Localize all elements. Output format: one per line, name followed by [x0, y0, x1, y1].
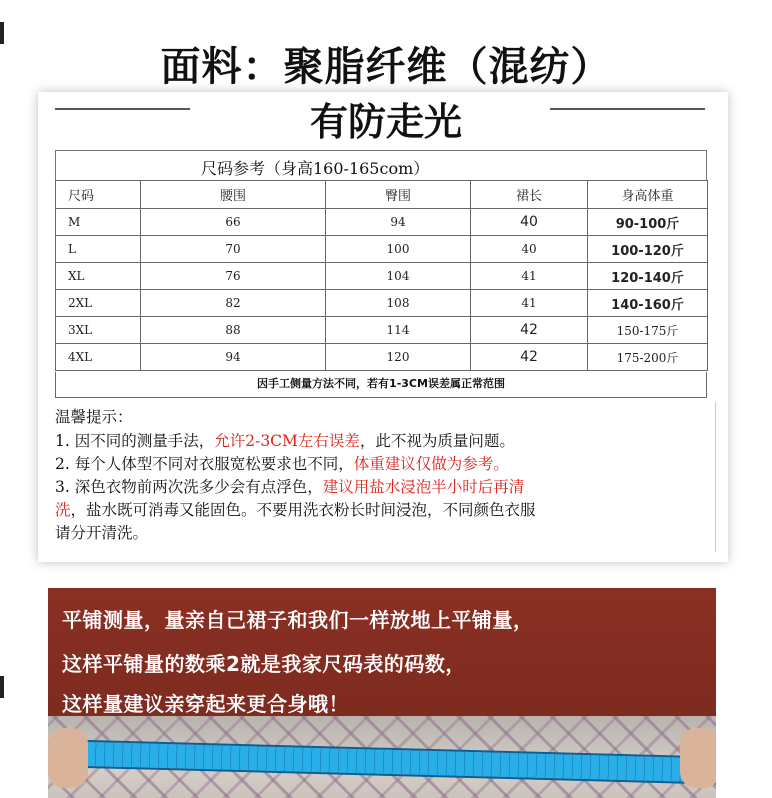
- length-cell: 42: [471, 344, 588, 371]
- size-table-footnote: 因手工侧量方法不同，若有1-3CM误差属正常范围: [55, 372, 707, 398]
- height-weight-cell: 140-160斤: [588, 290, 708, 317]
- tip-text: ，盐水既可消毒又能固色。不要用洗衣粉长时间浸泡，不同颜色衣服: [70, 501, 536, 519]
- waist-cell: 94: [141, 344, 326, 371]
- length-cell: 41: [471, 263, 588, 290]
- tip-line-5: 请分开清洗。: [55, 524, 149, 542]
- measure-instruction-panel: [48, 588, 716, 798]
- height-weight-cell: 100-120斤: [588, 236, 708, 263]
- tip-highlight: 允许2-3CM左右误差: [214, 432, 360, 450]
- hip-cell: 94: [326, 209, 471, 236]
- tip-line-3: [55, 476, 524, 498]
- tips-heading: 温馨提示：: [55, 408, 133, 426]
- hip-cell: 108: [326, 290, 471, 317]
- feature-title: 有防走光: [309, 100, 462, 144]
- tip-line-2: [55, 453, 509, 475]
- measure-line-1: 平铺测量，量亲自己裙子和我们一样放地上平铺量，: [62, 608, 534, 632]
- length-cell: 42: [471, 317, 588, 344]
- length-cell: 41: [471, 290, 588, 317]
- tips-section: [55, 402, 716, 552]
- fabric-title: 面料：聚脂纤维（混纺）: [160, 44, 612, 90]
- col-header: 臀围: [326, 181, 471, 209]
- size-cell: L: [56, 236, 141, 263]
- size-table-title: [55, 150, 707, 180]
- tip-highlight: 体重建议仅做为参考。: [353, 455, 509, 473]
- col-header: 身高体重: [588, 181, 708, 209]
- waist-cell: 88: [141, 317, 326, 344]
- table-row: [56, 317, 708, 344]
- height-weight-cell: 90-100斤: [588, 209, 708, 236]
- tip-line-4: [55, 499, 536, 521]
- col-header: 裙长: [471, 181, 588, 209]
- edge-marker-top: [0, 22, 4, 44]
- measure-line-2: 这样平铺量的数乘2就是我家尺码表的码数，: [62, 652, 466, 676]
- length-cell: 40: [471, 209, 588, 236]
- waist-cell: 82: [141, 290, 326, 317]
- edge-marker-bottom: [0, 676, 4, 698]
- height-weight-cell: 150-175斤: [588, 317, 708, 344]
- left-hand: [48, 728, 88, 788]
- size-table-header: [56, 181, 708, 209]
- table-row: [56, 344, 708, 371]
- tip-text: 3. 深色衣物前两次洗多少会有点浮色，: [55, 478, 323, 496]
- hip-cell: 104: [326, 263, 471, 290]
- waist-cell: 70: [141, 236, 326, 263]
- tip-highlight: 洗: [55, 501, 71, 519]
- tip-highlight: 建议用盐水浸泡半小时后再清: [322, 478, 525, 496]
- hip-cell: 100: [326, 236, 471, 263]
- table-row: [56, 236, 708, 263]
- hip-cell: 114: [326, 317, 471, 344]
- table-row: [56, 290, 708, 317]
- tip-text: 1. 因不同的测量手法，: [55, 432, 215, 450]
- table-row: [56, 209, 708, 236]
- height-weight-cell: 175-200斤: [588, 344, 708, 371]
- hip-cell: 120: [326, 344, 471, 371]
- size-cell: XL: [56, 263, 141, 290]
- size-table: [55, 180, 708, 371]
- tip-line-1: [55, 430, 515, 452]
- size-cell: M: [56, 209, 141, 236]
- col-header: 腰围: [141, 181, 326, 209]
- right-hand: [680, 728, 716, 788]
- length-cell: 40: [471, 236, 588, 263]
- measure-line-3: 这样量建议亲穿起来更合身哦！: [62, 692, 349, 716]
- table-row: [56, 263, 708, 290]
- tip-text: ，此不视为质量问题。: [359, 432, 515, 450]
- waist-cell: 66: [141, 209, 326, 236]
- tip-text: 2. 每个人体型不同对衣服宽松要求也不同，: [55, 455, 354, 473]
- size-table-title-text: 尺码参考（身高160-165com）: [201, 159, 430, 178]
- height-weight-cell: 120-140斤: [588, 263, 708, 290]
- size-cell: 3XL: [56, 317, 141, 344]
- waist-cell: 76: [141, 263, 326, 290]
- col-header: 尺码: [56, 181, 141, 209]
- size-cell: 4XL: [56, 344, 141, 371]
- size-cell: 2XL: [56, 290, 141, 317]
